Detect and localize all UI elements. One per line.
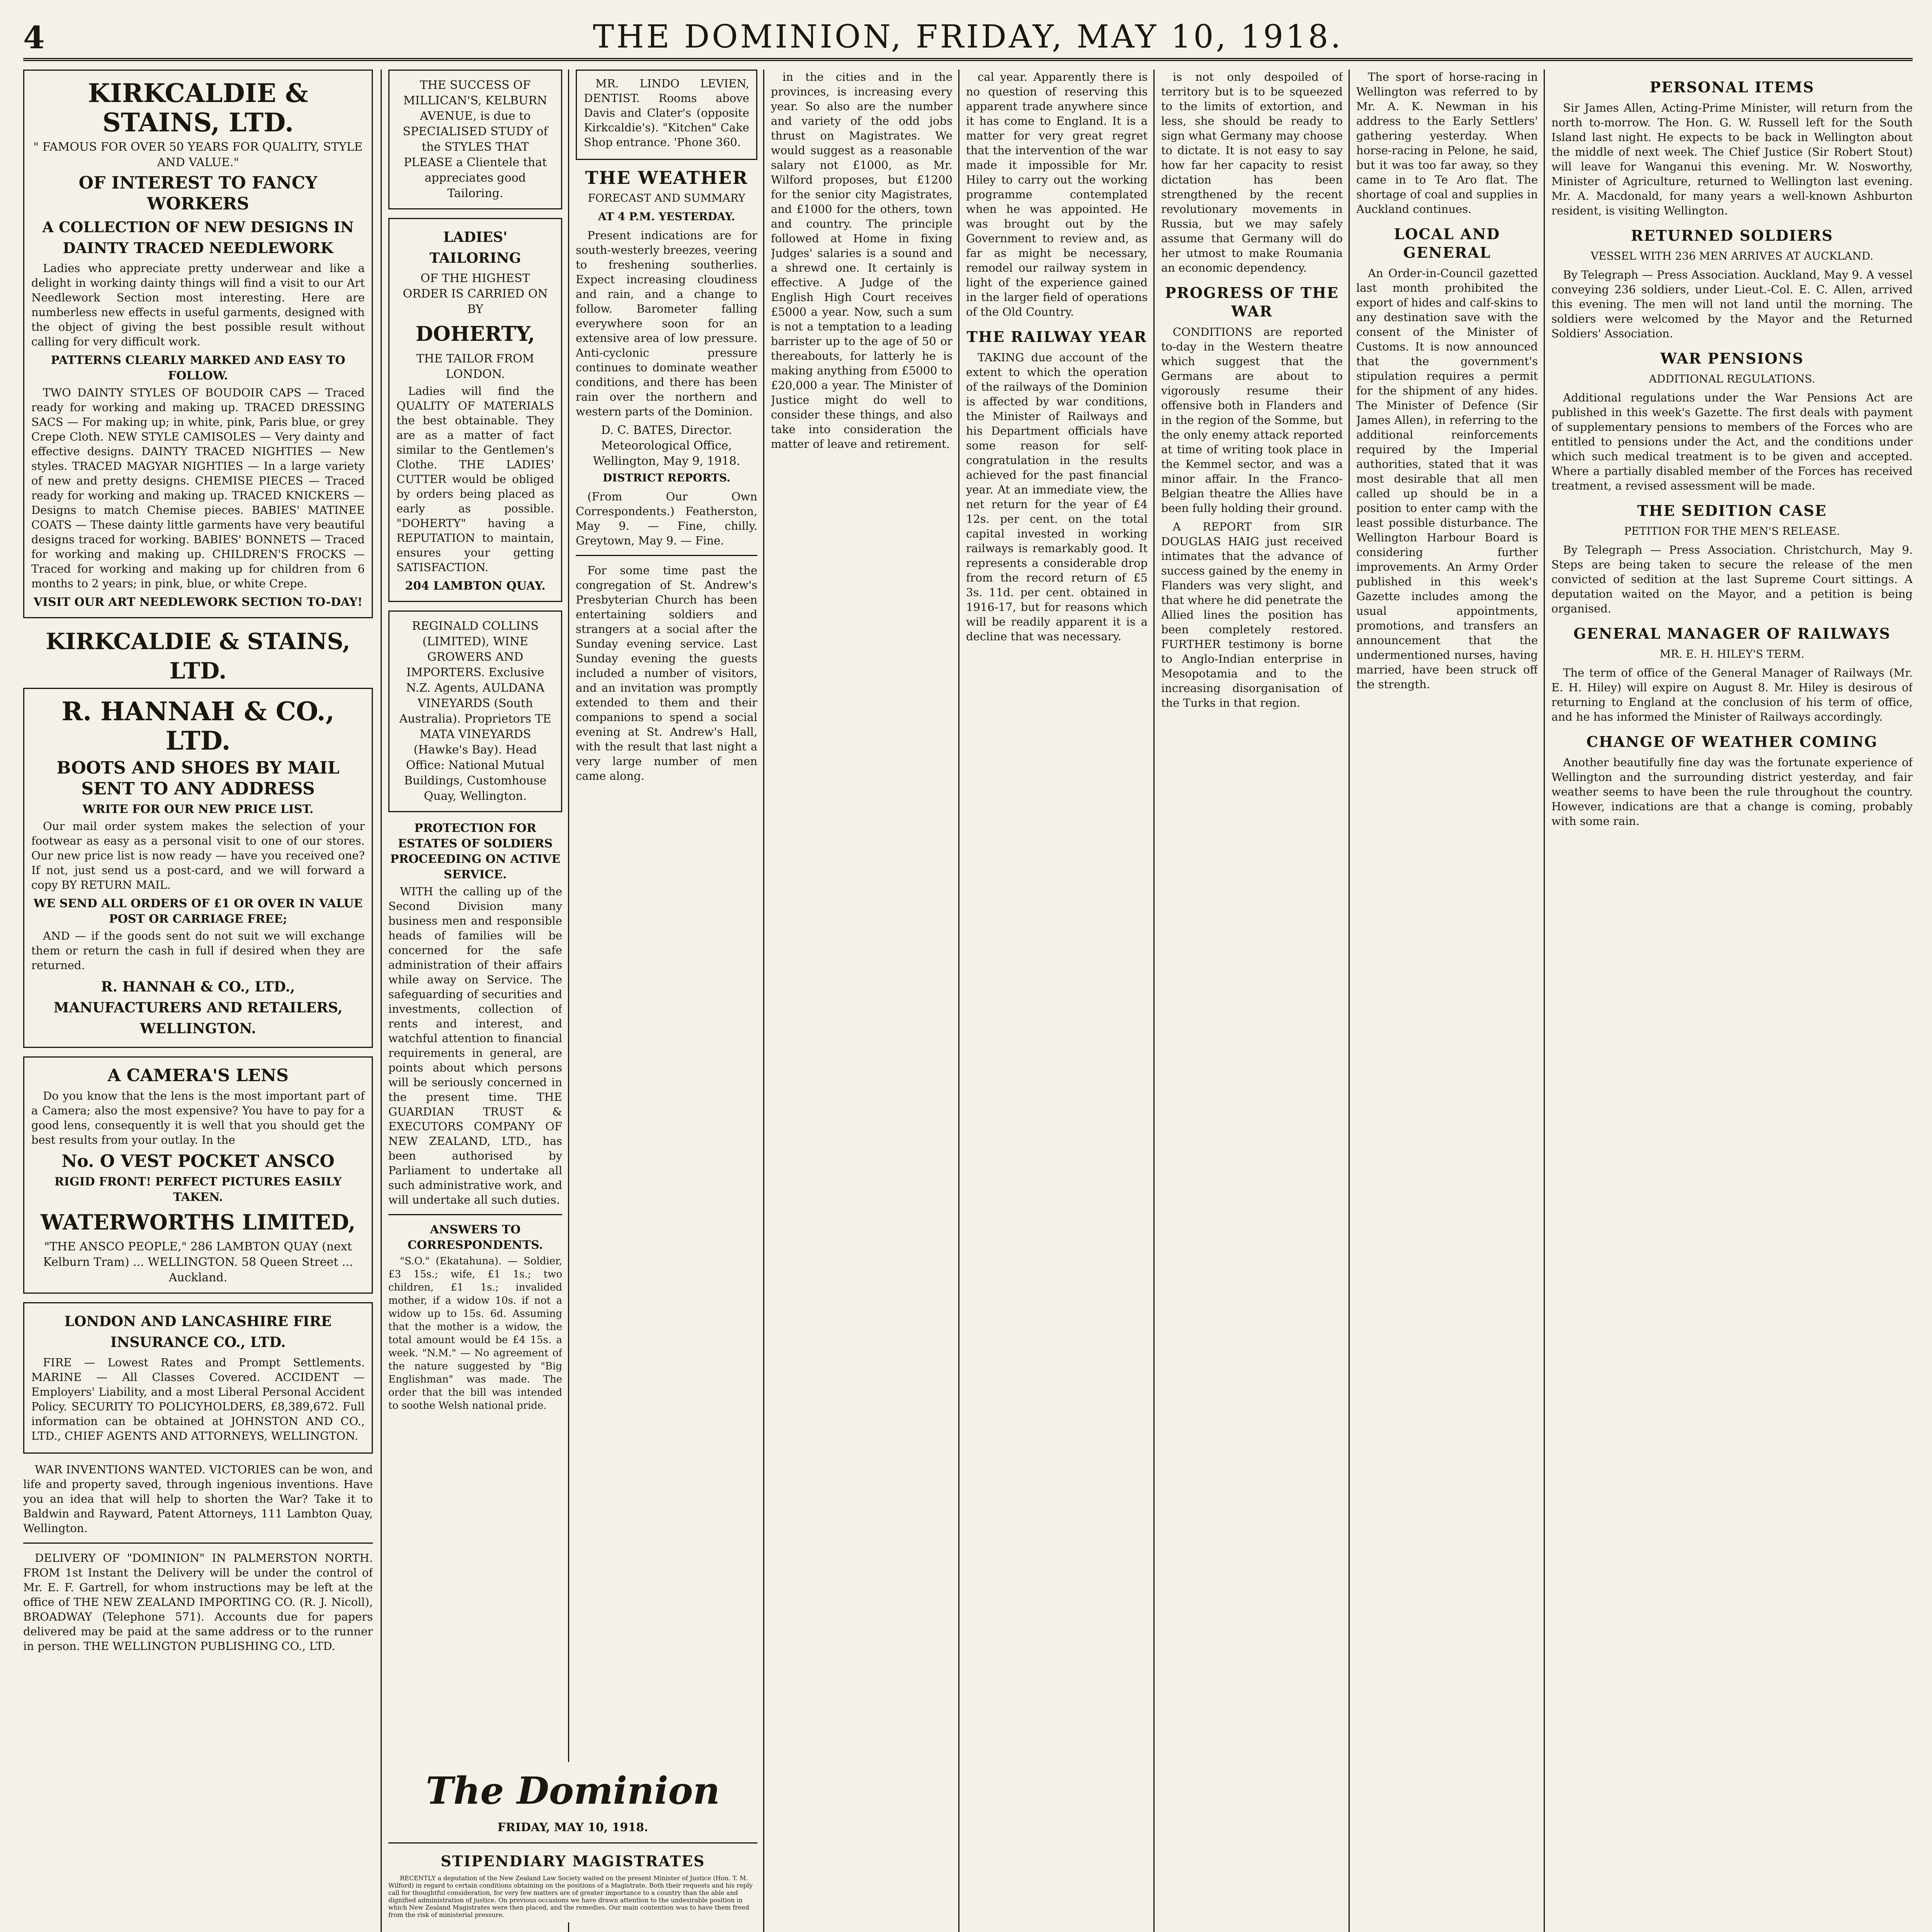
hannah-signature: R. HANNAH & CO., LTD., MANUFACTURERS AND RETAILERS, WELLINGTON. bbox=[53, 979, 343, 1037]
weather-sub: FORECAST AND SUMMARY bbox=[588, 192, 745, 204]
weather-head: THE WEATHER bbox=[585, 167, 748, 188]
war-pensions-head: WAR PENSIONS bbox=[1660, 350, 1804, 367]
kirkcaldie-headline: OF INTEREST TO FANCY WORKERS bbox=[78, 173, 318, 214]
weather-signature: D. C. BATES, Director. Meteorological Office, Wellington, May 9, 1918. bbox=[593, 423, 740, 468]
camera-rigid: RIGID FRONT! PERFECT PICTURES EASILY TAKEN. bbox=[54, 1175, 342, 1204]
doherty-body: Ladies will find the QUALITY OF MATERIALS the best obtainable. They are as a matter of fact similar to the Gentlemen's Clothe. THE LADIES' CUTTER would be obliged by orders being placed as early as possible. "DOHERTY" having a REPUTATION to maintain, ensures your getting SATISFACTION. bbox=[396, 384, 554, 574]
sedition-body: By Telegraph — Press Association. Christchurch, May 9. Steps are being taken to secure the release of the men convicted of sedition at the last Supreme Court sittings. A deputation waited on the Mayor, and a petition is being organised. bbox=[1551, 543, 1913, 615]
column-7 bbox=[1356, 70, 1538, 1932]
kirkcaldie-name: KIRKCALDIE & STAINS, LTD. bbox=[88, 78, 308, 138]
column-8 bbox=[1551, 70, 1913, 1932]
col7-article: The sport of horse-racing in Wellington was referred to by Mr. A. K. Newman in his address to the Early Settlers' gathering yesterday. When horse-racing in Pelone, he said, but it was too far away, so they came in to Te Aro flat. The shortage of coal and supplies in Auckland continues. bbox=[1356, 70, 1538, 216]
returned-soldiers-sub: VESSEL WITH 236 MEN ARRIVES AT AUCKLAND. bbox=[1590, 250, 1874, 262]
lindo-levien-text: MR. LINDO LEVIEN, DENTIST. Rooms above Davis and Clater's (opposite Kirkcaldie's). "Kitchen" Cake Shop entrance. 'Phone 360. bbox=[584, 77, 749, 149]
ladies-tailoring-head: LADIES' TAILORING bbox=[429, 229, 521, 266]
nameplate-block bbox=[388, 1762, 757, 1922]
london-lancashire-name: LONDON AND LANCASHIRE FIRE INSURANCE CO., LTD. bbox=[64, 1313, 332, 1350]
stipendiary-head: STIPENDIARY MAGISTRATES bbox=[440, 1852, 705, 1870]
delivery-notice: DELIVERY OF "DOMINION" IN PALMERSTON NORTH. FROM 1st Instant the Delivery will be under the control of Mr. E. F. Gartrell, for whom instructions may be left at the office of THE NEW ZEALAND IMPORTING CO. (R. J. Nicoll), BROADWAY (Telephone 571). Accounts due for papers delivered may be paid at the same address or to the runner in person. THE WELLINGTON PUBLISHING CO., LTD. bbox=[23, 1551, 373, 1653]
doherty-name: DOHERTY, bbox=[415, 322, 535, 346]
masthead bbox=[23, 15, 1913, 61]
waterworths-name: WATERWORTHS LIMITED, bbox=[40, 1210, 356, 1235]
masthead-title: THE DOMINION, FRIDAY, MAY 10, 1918. bbox=[593, 19, 1343, 55]
returned-soldiers-head: RETURNED SOLDIERS bbox=[1631, 227, 1833, 244]
reginald-collins-text: REGINALD COLLINS (LIMITED), WINE GROWERS AND IMPORTERS. Exclusive N.Z. Agents, AULDANA VINEYARDS (South Australia). Proprietors TE MATA VINEYARDS (Hawke's Bay). Head Office: National Mutual Buildings, Customhouse Quay, Wellington. bbox=[399, 619, 551, 803]
doherty-ad bbox=[388, 218, 562, 602]
column-2 bbox=[388, 70, 562, 1932]
progress-war-head: PROGRESS OF THE WAR bbox=[1165, 284, 1339, 320]
camera-model: No. O VEST POCKET ANSCO bbox=[61, 1151, 335, 1171]
weather-body: Present indications are for south-westerly breezes, veering to freshening southerlies. Expect increasing cloudiness and rain, and a change to follow. Barometer falling everywhere soon for an extensive area of low pressure. Anti-cyclonic pressure continues to dominate weather conditions, and there has been rain over the northern and western parts of the Dominion. bbox=[576, 229, 757, 418]
kirkcaldie-name-repeat: KIRKCALDIE & STAINS, LTD. bbox=[46, 628, 350, 684]
war-pensions-body: Additional regulations under the War Pensions Act are published in this week's Gazette. The first deals with payment of supplementary pensions to members of the Forces who are entitled to pensions under the Act, and the conditions under which such medical treatment is to be given and accepted. Where a partially disabled member of the Forces has received treatment, a revised assessment will be made. bbox=[1551, 391, 1913, 492]
district-body: (From Our Own Correspondents.) Featherston, May 9. — Fine, chilly. Greytown, May 9. — Fine. bbox=[576, 490, 757, 547]
lindo-levien-ad bbox=[576, 70, 757, 160]
kirkcaldie-items: TWO DAINTY STYLES OF BOUDOIR CAPS — Traced ready for working and making up. TRACED DRESSING SACS — For making up; in white, pink, Paris blue, or grey Crepe Cloth. NEW STYLE CAMISOLES — Very dainty and effective designs. DAINTY TRACED NIGHTIES — New styles. TRACED MAGYAR NIGHTIES — In a large variety of new and pretty designs. CHEMISE PIECES — Traced ready for working and making up. TRACED KNICKERS — Designs to match Chemise pieces. BABIES' MATINEE COATS — These dainty little garments have very beautiful designs traced for working. BABIES' BONNETS — Traced for working and making up. CHILDREN'S FROCKS — Traced for working and making up for children from 6 months to 2 years; in pink, blue, or white Crepe. bbox=[31, 386, 365, 590]
kirkcaldie-patterns: PATTERNS CLEARLY MARKED AND EASY TO FOLLOW. bbox=[51, 354, 345, 383]
col6-article: is not only despoiled of territory but is to be squeezed to the limits of extortion, and less, she should be ready to sign what Germany may choose to dictate. It is not easy to say how far her capacity to resist dictation has been strengthened by the recent revolutionary movements in Russia, but we may safely assume that Germany will do her utmost to make Roumania an economic dependency. bbox=[1161, 70, 1343, 274]
district-head: DISTRICT REPORTS. bbox=[602, 471, 731, 484]
railways-manager-head: GENERAL MANAGER OF RAILWAYS bbox=[1573, 625, 1891, 642]
sedition-head: THE SEDITION CASE bbox=[1637, 502, 1827, 519]
kirkcaldie-subheadline: A COLLECTION OF NEW DESIGNS IN DAINTY TRACED NEEDLEWORK bbox=[42, 218, 354, 257]
progress-war-more: A REPORT from SIR DOUGLAS HAIG just received intimates that the advance of success gained by the enemy in Flanders was very slight, and that where he did penetrate the Allied lines the position has been completely restored. FURTHER testimony is borne to Anglo-Indian enterprise in Mesopotamia and to the increasing disorganisation of the Turks in that region. bbox=[1161, 520, 1343, 709]
weather-change-body: Another beautifully fine day was the fortunate experience of Wellington and the surrounding district yesterday, and fair weather seems to have been the rule throughout the country. However, indications are that a change is coming, probably with some rain. bbox=[1551, 756, 1913, 828]
camera-body: Do you know that the lens is the most important part of a Camera; also the most expensive? You have to pay for a good lens, consequently it is well that you should get the best results from your outlay. In the bbox=[31, 1089, 365, 1146]
returned-soldiers-body: By Telegraph — Press Association. Auckland, May 9. A vessel conveying 236 soldiers, under Lieut.-Col. E. C. Allen, arrived this evening. The men will not land until the morning. The soldiers were welcomed by the Mayor and the Returned Soldiers' Association. bbox=[1551, 268, 1913, 340]
column-1 bbox=[23, 70, 373, 1932]
doherty-address: 204 LAMBTON QUAY. bbox=[405, 579, 546, 593]
col3-article: For some time past the congregation of St. Andrew's Presbyterian Church has been entertaining soldiers and strangers at a social after the Sunday evening service. Last Sunday evening the guests included a number of visitors, and an invitation was promptly extended to them and their companions to spend a social evening at St. Andrew's Hall, with the result that last night a very large number of men came along. bbox=[576, 564, 757, 782]
camera-headline: A CAMERA'S LENS bbox=[107, 1066, 289, 1085]
waterworths-address: "THE ANSCO PEOPLE," 286 LAMBTON QUAY (next Kelburn Tram) ... WELLINGTON. 58 Queen Street ... Auckland. bbox=[43, 1240, 353, 1284]
hannah-name: R. HANNAH & CO., LTD. bbox=[61, 696, 335, 756]
personal-items-body: Sir James Allen, Acting-Prime Minister, will return from the north to-morrow. The Hon. G. W. Russell left for the South Island last night. He expects to be back in Wellington about the middle of next week. The Chief Justice (Sir Robert Stout) will leave for Wanganui this evening. Mr. W. Nosworthy, Minister of Agriculture, returned to Wellington last evening. Mr. A. Macdonald, for many years a well-known Ashburton resident, is visiting Wellington. bbox=[1551, 101, 1913, 217]
local-general-body: An Order-in-Council gazetted last month prohibited the export of hides and calf-skins to any destination save with the consent of the Minister of Customs. It is now announced that the government's stipulation requires a permit for the shipment of any hides. The Minister of Defence (Sir James Allen), in referring to the additional reinforcements required by the Imperial authorities, stated that it was most desirable that all men called up should be in a position to enter camp with the least possible disturbance. The Wellington Harbour Board is considering further improvements. An Army Order published in this week's Gazette includes among the usual appointments, promotions, and transfers an announcement that the undermentioned nurses, having married, have been struck off the strength. bbox=[1356, 267, 1538, 691]
kirkcaldie-ad bbox=[23, 70, 373, 618]
kirkcaldie-tagline: " FAMOUS FOR OVER 50 YEARS FOR QUALITY, STYLE AND VALUE." bbox=[33, 140, 363, 169]
stipendiary-body: RECENTLY a deputation of the New Zealand Law Society waited on the present Minister of Justice (Hon. T. M. Wilford) in regard to certain conditions obtaining on the positions of a Magistrate. Both their requests and his reply call for thoughtful consideration, for very few matters are of greater importance to a country than the able and dignified administration of justice. On previous occasions we have drawn attention to the undesirable position in which New Zealand Magistrates were then placed, and the remedies. Our main contention was to have them freed from the risk of ministerial pressure. bbox=[388, 1874, 753, 1918]
reginald-collins-ad bbox=[388, 611, 562, 812]
kirkcaldie-visit: VISIT OUR ART NEEDLEWORK SECTION TO-DAY! bbox=[33, 595, 363, 609]
answers-body: "S.O." (Ekatahuna). — Soldier, £3 15s.; wife, £1 1s.; two children, £1 1s.; invalided mother, if a widow 10s. if not a widow up to 15s. 6d. Assuming that the mother is a widow, the total amount would be £4 15s. a week. "N.M." — No agreement of the nature suggested by "Big Englishman" was made. The order that the bill was intended to soothe Welsh national pride. bbox=[388, 1255, 562, 1412]
railway-year-body: TAKING due account of the extent to which the operation of the railways of the Dominion is affected by war conditions, the Minister of Railways and his Department officials have some reason for self-congratulation in the results achieved for the past financial year. At an immediate view, the net return for the year of £4 12s. per cent. on the total capital invested in working railways is remarkably good. It represents a considerable drop from the record return of £5 3s. 11d. per cent. obtained in 1916-17, but for reasons which will be readily apparent it is a decline that was necessary. bbox=[966, 351, 1148, 643]
hannah-ad bbox=[23, 688, 373, 1048]
column-5 bbox=[966, 70, 1148, 1932]
london-lancashire-ad bbox=[23, 1302, 373, 1454]
kirkcaldie-body: Ladies who appreciate pretty underwear and like a delight in working dainty things will find a visit to our Art Needlework Section most interesting. Here are numberless new effects in useful garments, designed with the object of giving the best possible result without calling for very difficult work. bbox=[31, 262, 365, 348]
millicans-text: THE SUCCESS OF MILLICAN'S, KELBURN AVENUE, is due to SPECIALISED STUDY of the STYLES THAT PLEASE a Clientele that appreciates good Tailoring. bbox=[403, 78, 548, 200]
hannah-body: Our mail order system makes the selection of your footwear as easy as a personal visit to one of our stores. Our new price list is now ready — have you received one? If not, just send us a post-card, and we will forward a copy BY RETURN MAIL. bbox=[31, 820, 365, 891]
war-pensions-sub: ADDITIONAL REGULATIONS. bbox=[1649, 372, 1815, 385]
hannah-headline: BOOTS AND SHOES BY MAIL SENT TO ANY ADDRESS bbox=[56, 758, 340, 799]
column-3 bbox=[576, 70, 757, 1932]
local-general-head: LOCAL AND GENERAL bbox=[1394, 225, 1500, 261]
weather-change-head: CHANGE OF WEATHER COMING bbox=[1586, 733, 1878, 750]
dominion-date: FRIDAY, MAY 10, 1918. bbox=[497, 1821, 648, 1834]
ladies-tailoring-sub: OF THE HIGHEST ORDER IS CARRIED ON BY bbox=[403, 272, 548, 316]
camera-ad bbox=[23, 1056, 373, 1294]
railway-year-head: THE RAILWAY YEAR bbox=[966, 328, 1147, 345]
personal-items-head: PERSONAL ITEMS bbox=[1650, 78, 1815, 96]
sedition-sub: PETITION FOR THE MEN'S RELEASE. bbox=[1624, 525, 1840, 537]
page-number: 4 bbox=[23, 19, 45, 56]
millicans-ad bbox=[388, 70, 562, 209]
trustee-body: WITH the calling up of the Second Division many business men and responsible heads of families will be concerned for the safe administration of their affairs while away on Service. The safeguarding of securities and investments, collection of rents and interest, and watchful attention to financial requirements in general, are points about which persons will be seriously concerned in the present time. THE GUARDIAN TRUST & EXECUTORS COMPANY OF NEW ZEALAND, LTD., has been authorised by Parliament to undertake all such administrative work, and will undertake all such duties. bbox=[388, 885, 562, 1206]
answers-head: ANSWERS TO CORRESPONDENTS. bbox=[407, 1223, 543, 1252]
doherty-sub: THE TAILOR FROM LONDON. bbox=[416, 352, 534, 381]
trustee-head: PROTECTION FOR ESTATES OF SOLDIERS PROCEEDING ON ACTIVE SERVICE. bbox=[390, 821, 561, 881]
weather-time: AT 4 P.M. YESTERDAY. bbox=[598, 210, 735, 223]
col4-article: in the cities and in the provinces, is increasing every year. So also are the number and variety of the odd jobs thrust on Magistrates. We would suggest as a reasonable salary not £1000, as Mr. Wilford proposes, but £1200 for the senior city Magistrates, and £1000 for the others, town and country. The principle followed at Home in fixing Judges' salaries is a sound and a shrewd one. It certainly is effective. A Judge of the English High Court receives £5000 a year. Now, such a sum is not a temptation to a leading barrister up to the age of 50 or thereabouts, for latterly he is making anything from £5000 to £20,000 a year. The Minister of Justice might do well to consider these things, and also take into consideration the matter of leave and retirement. bbox=[771, 70, 952, 451]
dominion-nameplate: The Dominion bbox=[425, 1769, 720, 1813]
column-6 bbox=[1161, 70, 1343, 1932]
hannah-exchange: AND — if the goods sent do not suit we will exchange them or return the cash in full if desired when they are returned. bbox=[31, 929, 365, 972]
column-4 bbox=[771, 70, 952, 1932]
london-lancashire-body: FIRE — Lowest Rates and Prompt Settlements. MARINE — All Classes Covered. ACCIDENT — Employers' Liability, and a most Liberal Personal Accident Policy. SECURITY TO POLICYHOLDERS, £8,389,672. Full information can be obtained at JOHNSTON AND CO., LTD., CHIEF AGENTS AND ATTORNEYS, WELLINGTON. bbox=[31, 1356, 365, 1442]
hannah-subheadline: WRITE FOR OUR NEW PRICE LIST. bbox=[82, 803, 314, 816]
col5-article: cal year. Apparently there is no question of reserving this apparent trade anywhere since it has come to England. It is a matter for very great regret that the intervention of the war made it impossible for Mr. Hiley to carry out the working programme contemplated when he was appointed. He was brought out by the Government to review and, as far as might be necessary, remodel our railway system in light of the experience gained in the larger field of operations of the Old Country. bbox=[966, 70, 1148, 318]
railways-manager-sub: MR. E. H. HILEY'S TERM. bbox=[1660, 648, 1804, 660]
railways-manager-body: The term of office of the General Manager of Railways (Mr. E. H. Hiley) will expire on August 8. Mr. Hiley is desirous of returning to England at the conclusion of his term of office, and he has informed the Minister of Railways accordingly. bbox=[1551, 666, 1913, 723]
hannah-send: WE SEND ALL ORDERS OF £1 OR OVER IN VALUE POST OR CARRIAGE FREE; bbox=[33, 897, 363, 926]
war-inventions-ad: WAR INVENTIONS WANTED. VICTORIES can be won, and life and property saved, through ingenious inventions. Have you an idea that will help to shorten the War? Take it to Baldwin and Rayward, Patent Attorneys, 111 Lambton Quay, Wellington. bbox=[23, 1463, 373, 1535]
progress-war-body: CONDITIONS are reported to-day in the Western theatre which suggest that the Germans are about to vigorously resume their offensive both in Flanders and in the region of the Somme, but the only enemy attack reported at time of writing took place in the Kemmel sector, and was a minor affair. In the Franco-Belgian theatre the Allies have been fully holding their ground. bbox=[1161, 325, 1343, 515]
